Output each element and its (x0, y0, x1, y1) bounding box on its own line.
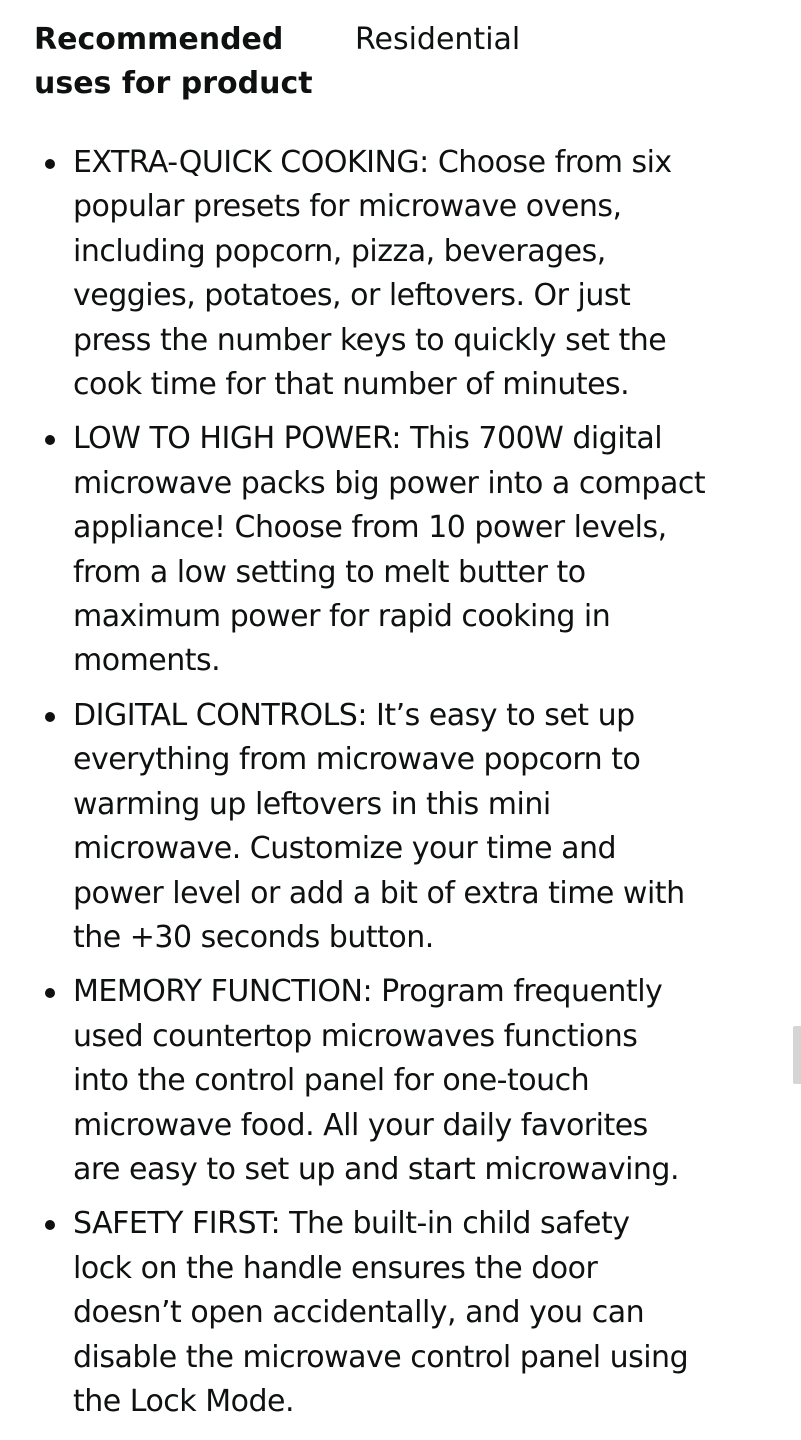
spec-label (34, 18, 355, 106)
bullet-text-line: LOW TO HIGH POWER: This 700W digital (73, 421, 663, 457)
bullet-dot-icon (45, 988, 55, 998)
bullet-text-line: DIGITAL CONTROLS: It’s easy to set up (73, 697, 635, 733)
feature-bullet (0, 417, 773, 683)
bullet-text-line: veggies, potatoes, or leftovers. Or just (73, 278, 631, 314)
bullet-text-line: appliance! Choose from 10 power levels, (73, 510, 667, 546)
bullet-text-line: maximum power for rapid cooking in (73, 599, 611, 635)
bullet-text-line: press the number keys to quickly set the (73, 322, 667, 358)
bullet-text-line: everything from microwave popcorn to (73, 742, 641, 778)
feature-bullet (0, 694, 773, 960)
bullet-text-line: are easy to set up and start microwaving. (73, 1151, 680, 1187)
scrollbar-thumb[interactable] (793, 1026, 801, 1084)
bullet-text-line: warming up leftovers in this mini (73, 786, 551, 822)
spec-value: Residential (355, 22, 521, 57)
bullet-text-line: cook time for that number of minutes. (73, 367, 630, 403)
bullet-text-line: power level or add a bit of extra time with (73, 875, 685, 911)
bullet-text-line: doesn’t open accidentally, and you can (73, 1295, 645, 1331)
bullet-text-line: including popcorn, pizza, beverages, (73, 233, 606, 269)
bullet-text-line: the Lock Mode. (73, 1383, 294, 1419)
bullet-text-line: disable the microwave control panel using (73, 1339, 689, 1375)
bullet-text-line: MEMORY FUNCTION: Program frequently (73, 974, 663, 1010)
spec-label-line: Recommended (34, 22, 284, 57)
bullet-text-line: SAFETY FIRST: The built-in child safety (73, 1206, 630, 1242)
bullet-text-line: popular presets for microwave ovens, (73, 189, 622, 225)
bullet-text-line: moments. (73, 643, 221, 679)
bullet-text-line: from a low setting to melt butter to (73, 554, 586, 590)
bullet-dot-icon (45, 435, 55, 445)
bullet-text-line: microwave. Customize your time and (73, 831, 617, 867)
feature-bullet (0, 141, 773, 407)
bullet-dot-icon (45, 712, 55, 722)
spec-row-recommended-uses (34, 18, 774, 106)
bullet-text-line: into the control panel for one-touch (73, 1063, 590, 1099)
bullet-text-line: EXTRA-QUICK COOKING: Choose from six (73, 145, 672, 180)
bullet-text-line: microwave food. All your daily favorites (73, 1107, 648, 1143)
bullet-text-line: the +30 seconds button. (73, 919, 434, 955)
bullet-text-line: microwave packs big power into a compact (73, 465, 706, 501)
bullet-text-line: used countertop microwaves functions (73, 1018, 638, 1054)
feature-bullet (0, 1202, 773, 1424)
bullet-dot-icon (45, 159, 55, 169)
bullet-text-line: lock on the handle ensures the door (73, 1250, 598, 1286)
bullet-dot-icon (45, 1220, 55, 1230)
spec-label-line: uses for product (34, 66, 313, 101)
feature-bullet (0, 970, 773, 1192)
feature-bullet-list (0, 141, 773, 1434)
